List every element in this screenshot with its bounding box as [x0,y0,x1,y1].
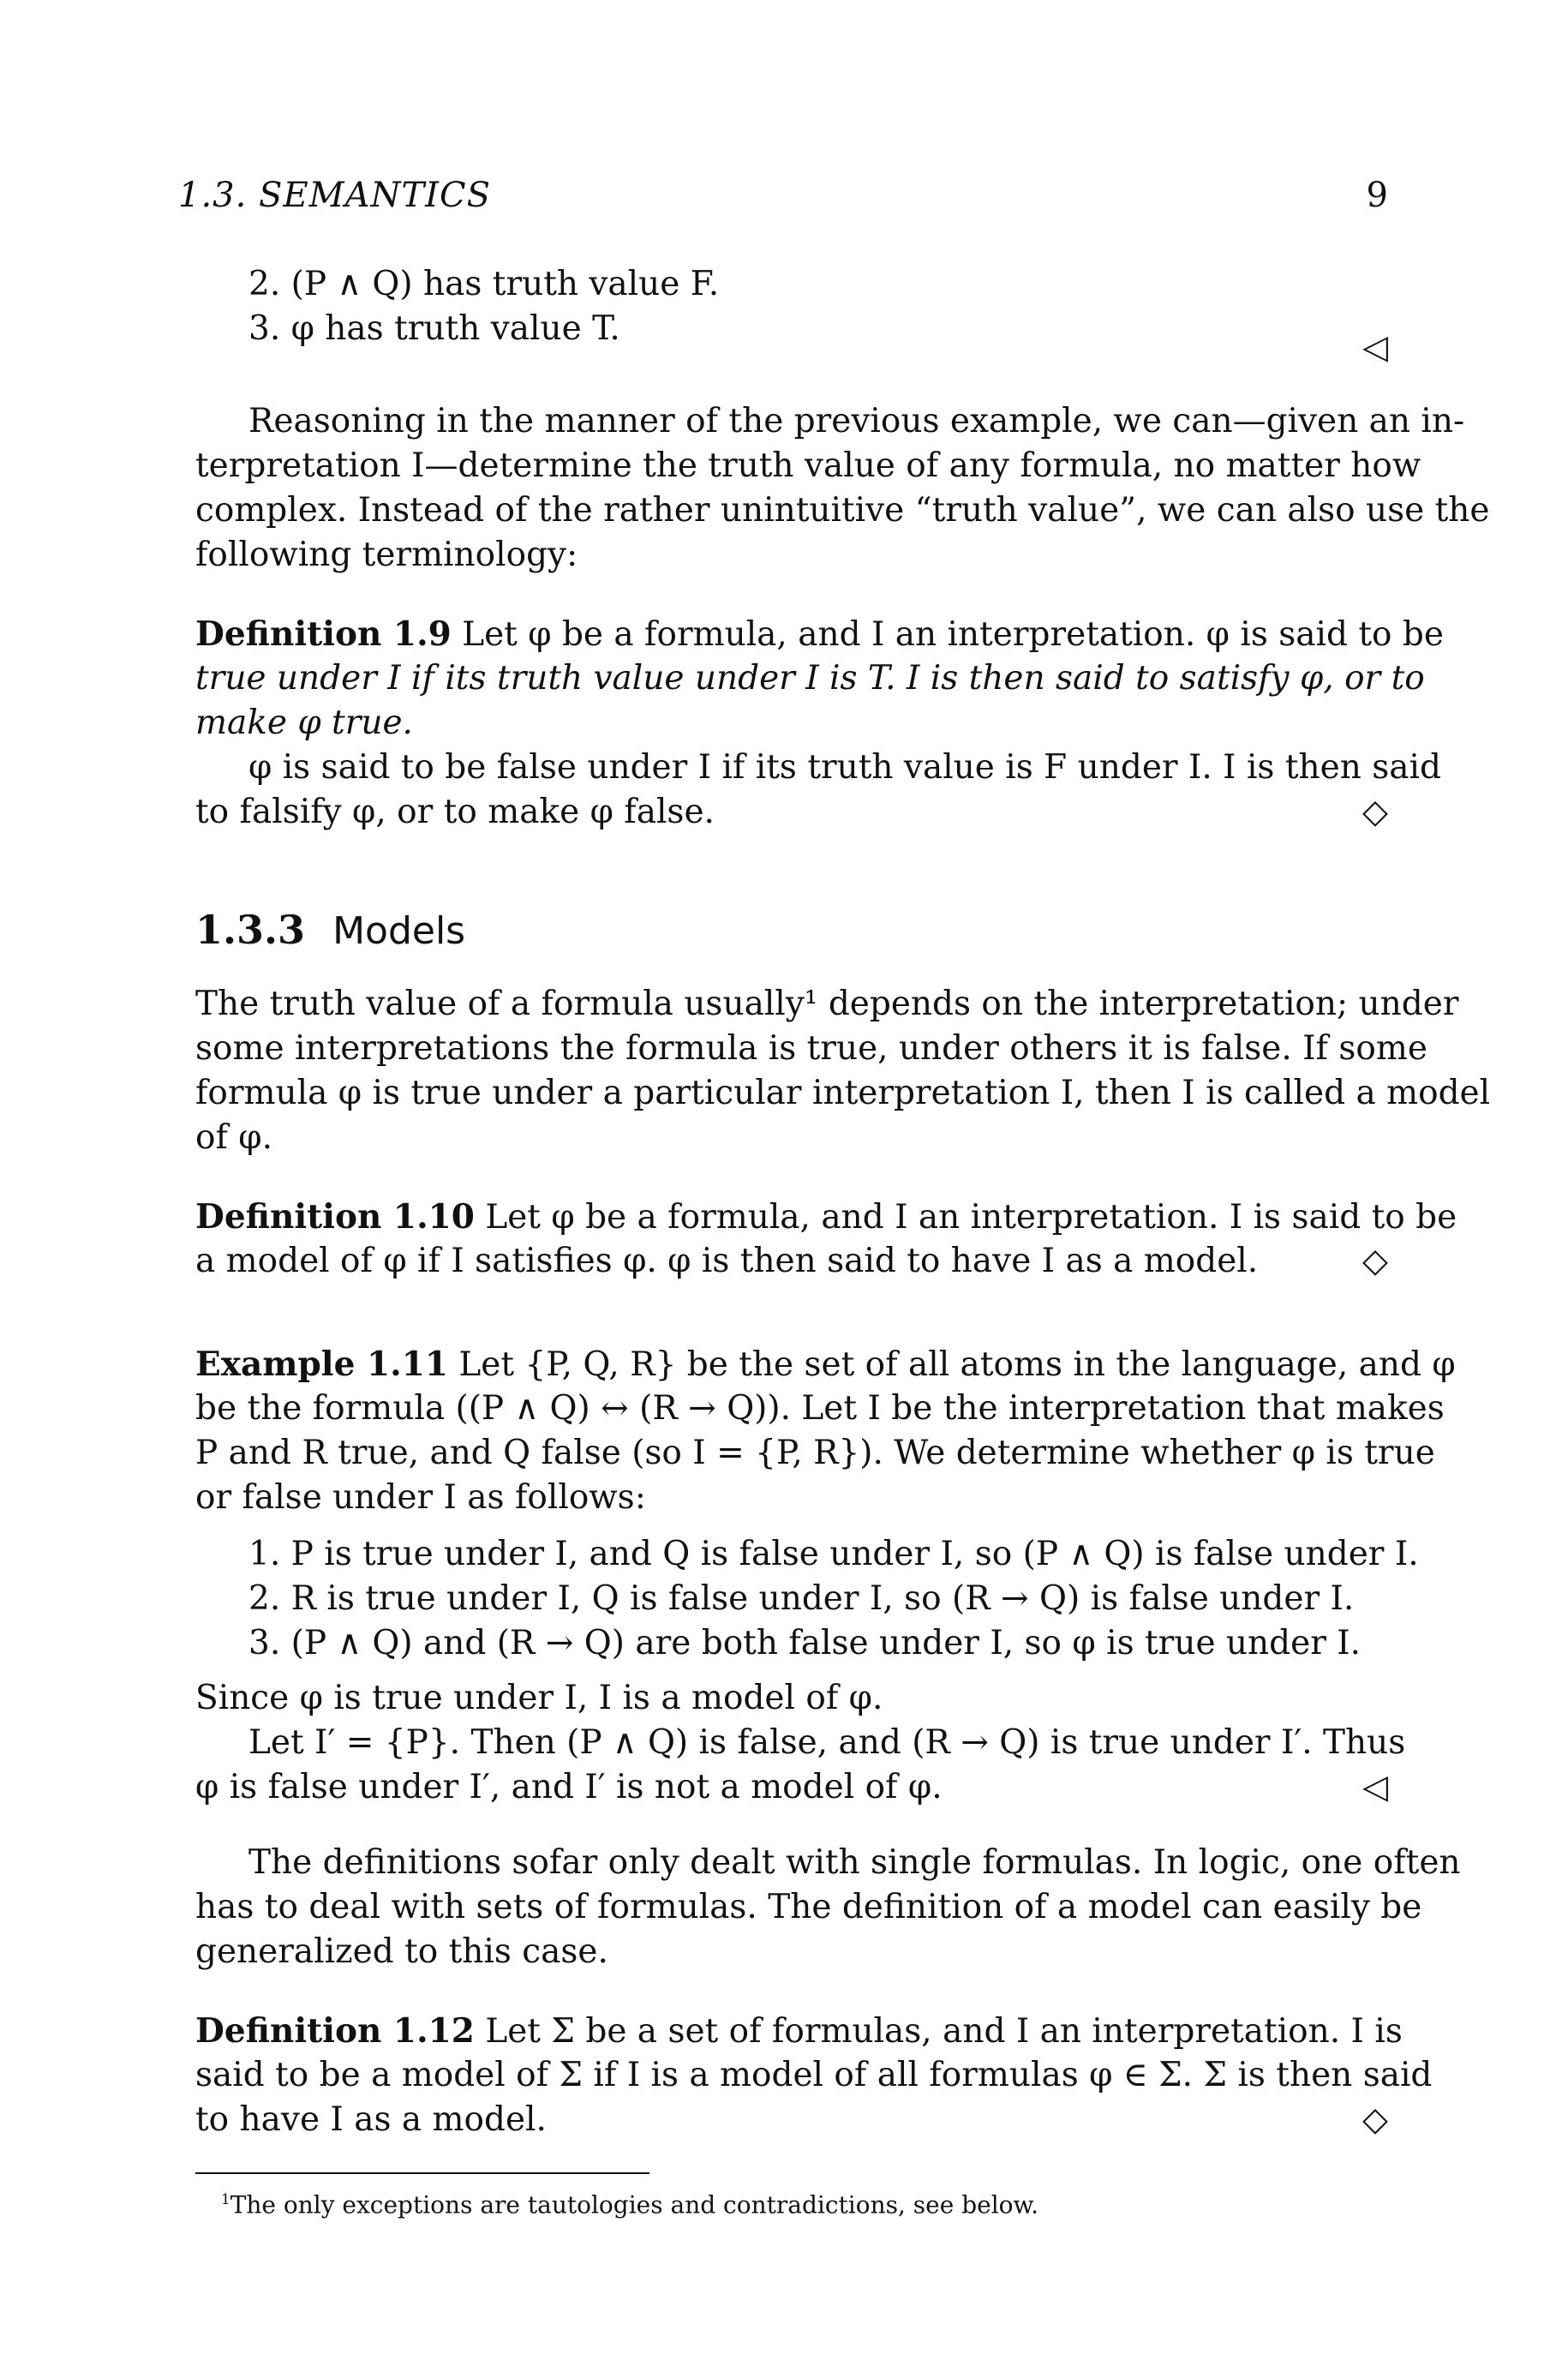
example-line: or false under I as follows: [195,1478,646,1517]
paragraph-line: The definitions sofar only dealt with single formulas. In logic, one often [248,1843,1461,1882]
running-header: 1.3. SEMANTICS [178,176,491,215]
definition-end-mark: ◇ [1362,2100,1388,2139]
example-end-mark: ◁ [1362,328,1388,367]
example-line: be the formula ((P ∧ Q) ↔ (R → Q)). Let I be the interpretation that makes [195,1389,1445,1428]
paragraph-line: complex. Instead of the rather unintuitive “truth value”, we can also use the [195,491,1490,530]
section-title: Models [332,909,466,953]
example-last-line [195,1765,1388,1810]
paragraph-line: The truth value of a formula usually¹ depends on the interpretation; under [195,985,1459,1023]
list-item: 1. P is true under I, and Q is false under I, so (P ∧ Q) is false under I. [248,1535,1419,1573]
paragraph-line: generalized to this case. [195,1932,608,1971]
definition-1-10-line [195,1195,1457,1240]
list-item: 2. R is true under I, Q is false under I, so (R → Q) is false under I. [248,1579,1355,1618]
example-line: P and R true, and Q false (so I = {P, R}). We determine whether φ is true [195,1434,1435,1472]
definition-1-12-line [195,2009,1403,2054]
definition-label: Definition 1.10 [195,1197,475,1237]
definition-text: Let φ be a formula, and I an interpretation. I is said to be [485,1198,1457,1237]
section-number: 1.3.3 [195,907,306,953]
paragraph-line: of φ. [195,1118,273,1157]
footnote [221,2183,1038,2220]
definition-line: a model of φ if I satisfies φ. φ is then said to have I as a model. [195,1242,1259,1280]
definition-line: true under I if its truth value under I is T. I is then said to satisfy φ, or to [195,659,1425,698]
list-item: 3. φ has truth value T. [248,309,620,348]
definition-end-mark: ◇ [1362,793,1388,831]
paragraph-line: has to deal with sets of formulas. The definition of a model can easily be [195,1888,1422,1926]
footnote-marker: 1 [221,2190,230,2207]
end-mark-row [195,326,1388,370]
definition-last-line [195,2098,1388,2142]
example-line: Since φ is true under I, I is a model of φ. [195,1679,883,1717]
definition-line: said to be a model of Σ if I is a model of all formulas φ ∈ Σ. Σ is then said [195,2056,1433,2094]
example-1-11-line [195,1342,1456,1387]
definition-text: Let φ be a formula, and I an interpretation. φ is said to be [462,615,1444,654]
definition-last-line [195,790,1388,835]
paragraph-line: following terminology: [195,536,578,574]
example-text: Let {P, Q, R} be the set of all atoms in the language, and φ [458,1345,1456,1384]
paragraph-line: Reasoning in the manner of the previous example, we can—given an in- [248,402,1465,440]
definition-last-line [195,1239,1388,1284]
definition-line: to falsify φ, or to make φ false. [195,793,715,831]
list-item: 3. (P ∧ Q) and (R → Q) are both false under I, so φ is true under I. [248,1624,1362,1662]
list-item: 2. (P ∧ Q) has truth value F. [248,265,720,303]
paragraph-line: formula φ is true under a particular interpretation I, then I is called a model [195,1074,1491,1112]
definition-label: Definition 1.9 [195,614,452,654]
paragraph-line: some interpretations the formula is true, under others it is false. If some [195,1029,1427,1068]
footnote-rule [195,2172,649,2174]
section-heading [195,907,465,953]
example-line: Let I′ = {P}. Then (P ∧ Q) is false, and (R → Q) is true under I′. Thus [248,1723,1406,1762]
paragraph-line: terpretation I—determine the truth value of any formula, no matter how [195,446,1421,485]
definition-text: Let Σ be a set of formulas, and I an interpretation. I is [485,2012,1403,2051]
footnote-text: The only exceptions are tautologies and contradictions, see below. [230,2190,1039,2219]
page-number: 9 [1366,176,1388,215]
definition-line: to have I as a model. [195,2100,547,2139]
definition-line: make φ true. [195,704,413,742]
definition-label: Definition 1.12 [195,2011,475,2051]
definition-line: φ is said to be false under I if its truth value is F under I. I is then said [248,748,1441,787]
definition-end-mark: ◇ [1362,1242,1388,1280]
example-line: φ is false under I′, and I′ is not a model of φ. [195,1768,943,1806]
example-end-mark: ◁ [1362,1768,1388,1806]
example-label: Example 1.11 [195,1345,448,1384]
definition-1-9-line [195,612,1444,657]
